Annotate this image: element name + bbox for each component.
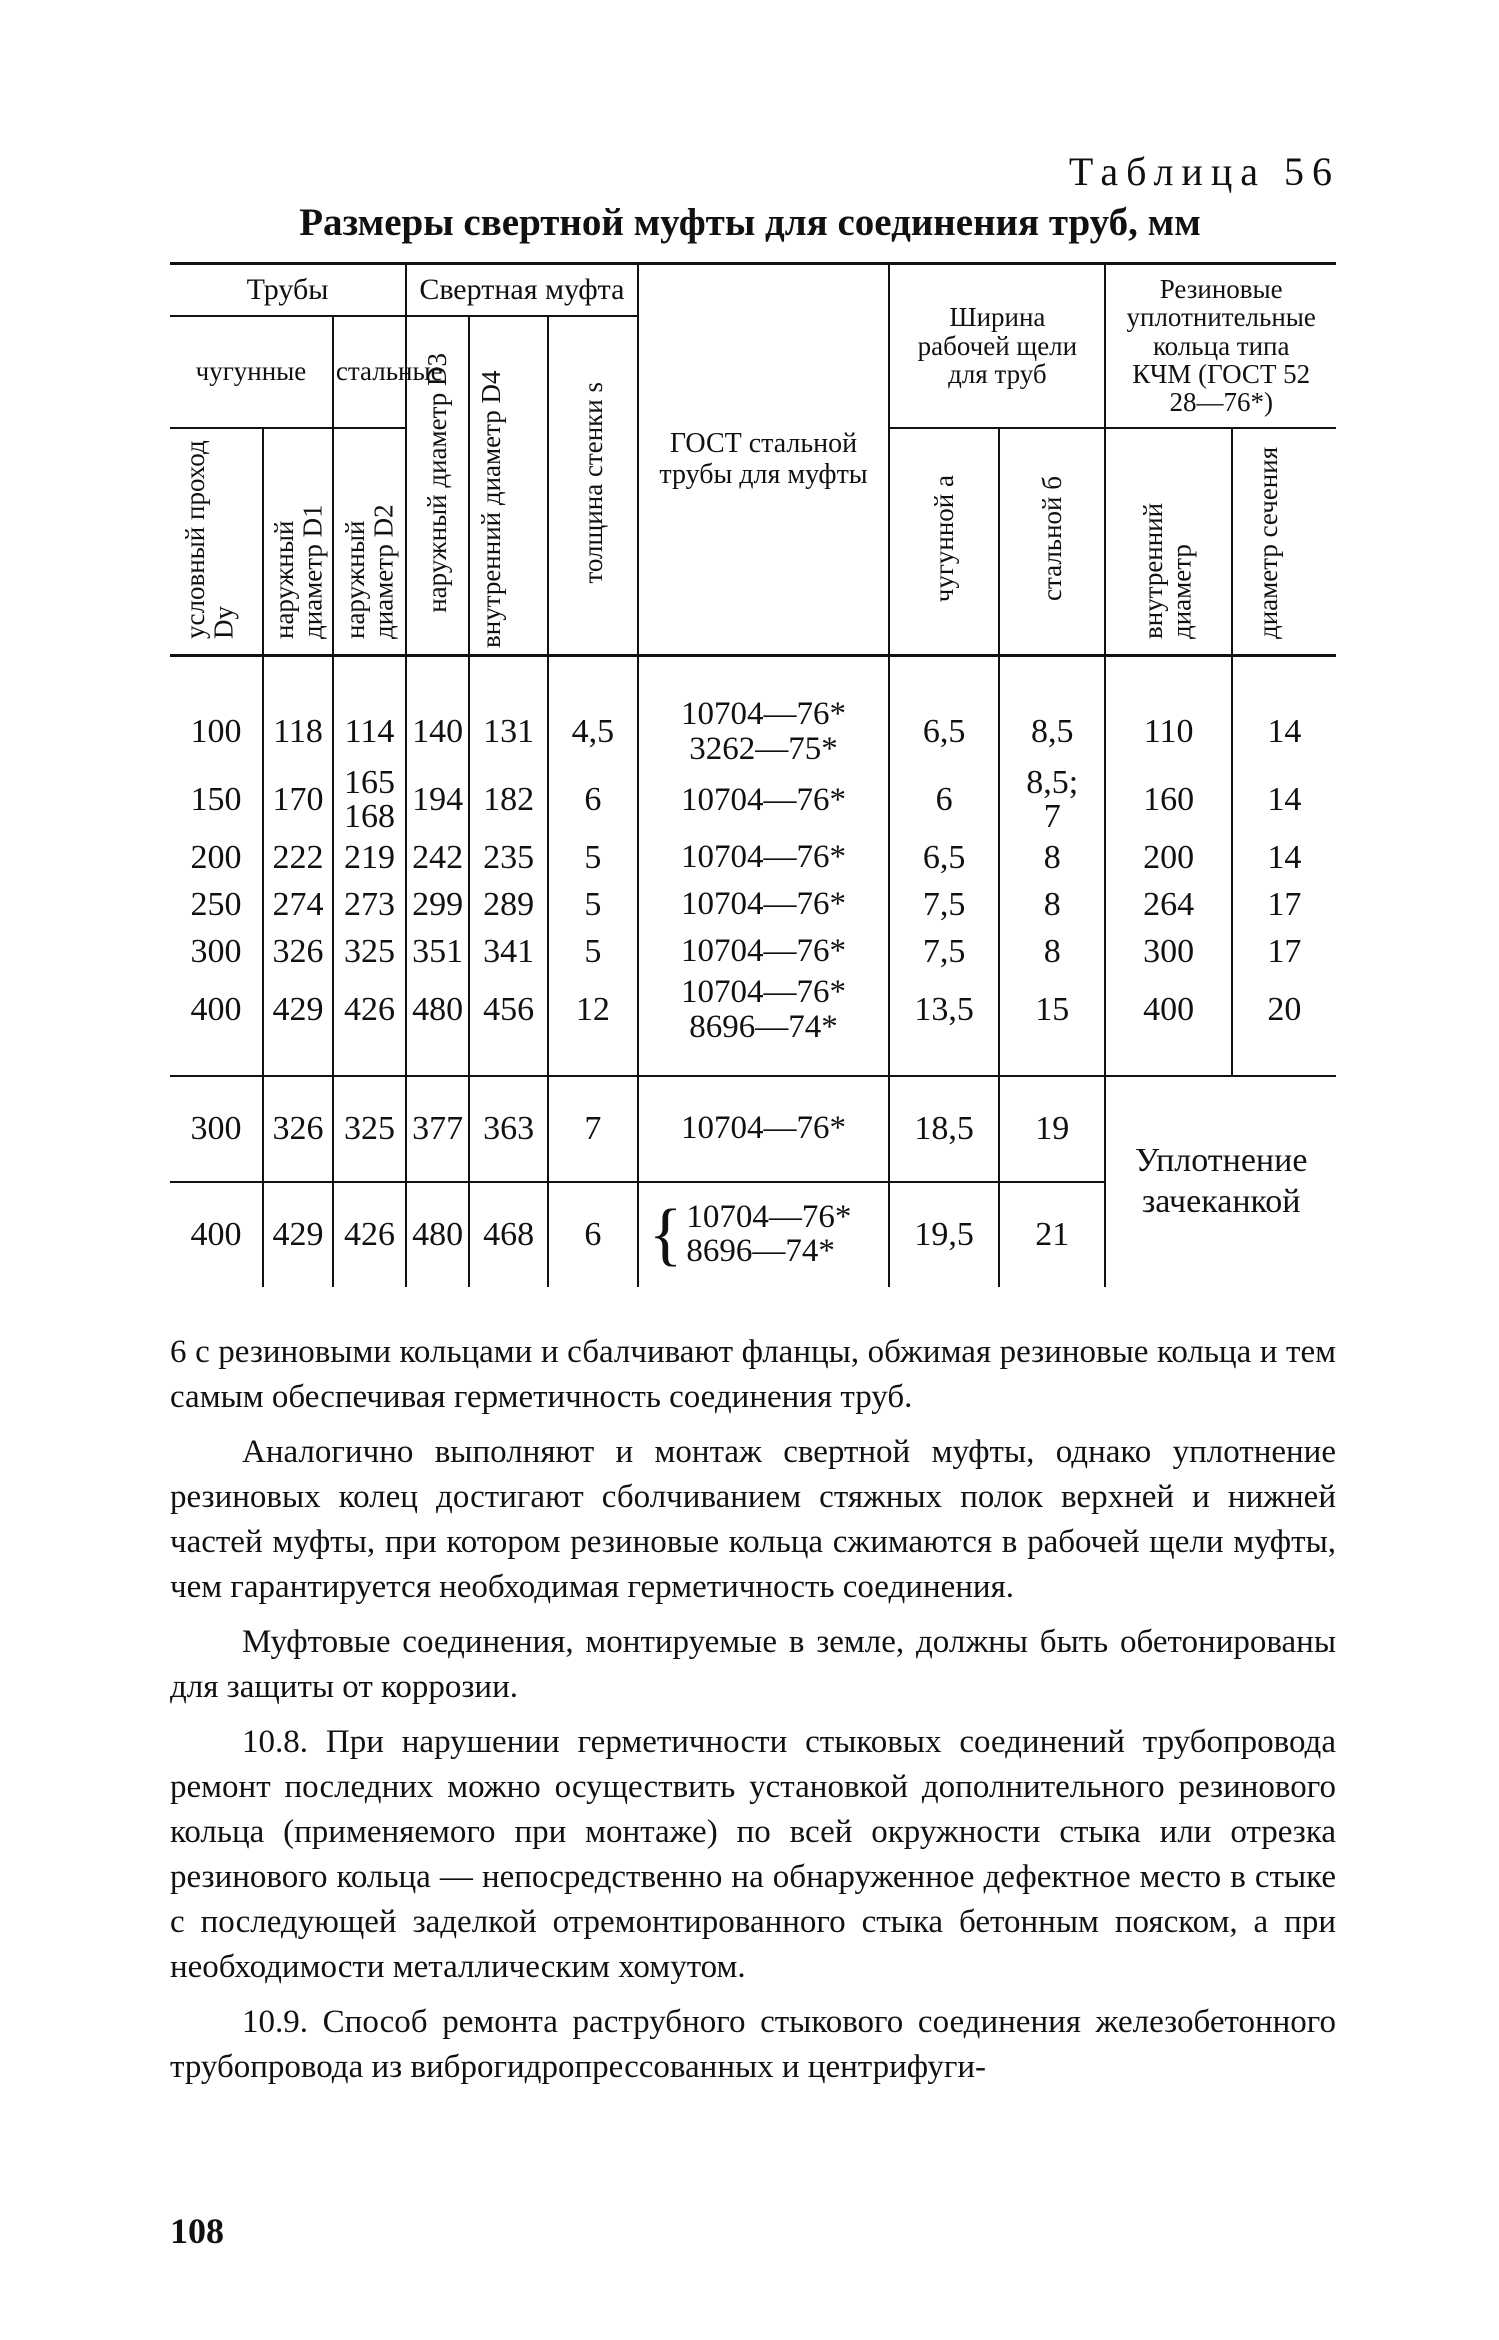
seal-note	[1105, 1076, 1336, 1287]
cell: 300	[1105, 928, 1231, 975]
table-row	[170, 834, 1336, 881]
col-ring-in-text: внутренний диаметр	[1137, 502, 1196, 639]
cell: 250	[170, 881, 263, 928]
cell-gost	[638, 834, 890, 881]
cell: 300	[170, 928, 263, 975]
cell: 14	[1267, 781, 1302, 819]
cell: 21	[999, 1182, 1105, 1287]
gost-line: 10704—76*	[681, 886, 847, 923]
cell: 6	[548, 1182, 638, 1287]
cell: 341	[469, 928, 548, 975]
cell: 480	[406, 975, 469, 1075]
cell: 426	[333, 975, 406, 1075]
seal-note-text: Уплотнение зачеканкой	[1134, 1141, 1308, 1220]
cell: 17	[1267, 885, 1302, 923]
cell: 456	[469, 975, 548, 1075]
cell: 289	[469, 881, 548, 928]
cell: 8	[999, 928, 1105, 975]
cell: 6	[889, 766, 999, 834]
header-rings-text: Резиновые уплотнительные кольца типа КЧМ (ГОСТ 52 28—76*)	[1126, 273, 1316, 418]
gost-line: 8696—74*	[689, 1008, 838, 1045]
value-line: 165	[343, 764, 395, 802]
cell: 110	[1105, 656, 1231, 767]
cell: 15	[999, 975, 1105, 1075]
cell: 19,5	[889, 1182, 999, 1287]
cell: 377	[406, 1076, 469, 1182]
col-gap-a-text: чугунной а	[929, 474, 959, 603]
cell: 140	[406, 656, 469, 767]
gost-line: 10704—76*	[686, 1198, 852, 1235]
cell: 6,5	[889, 834, 999, 881]
paragraph: 10.9. Способ ремонта раструбного стыкового соединения железобетонного трубопровода из виброгидропрессованных и центрифуги-	[170, 2004, 1336, 2085]
col-s-text: толщина стенки s	[577, 381, 608, 584]
cell-gost	[638, 1076, 890, 1182]
cell-gost	[638, 928, 890, 975]
col-d1-text: наружный диаметр D1	[269, 503, 328, 639]
cell-gost	[638, 656, 890, 767]
col-gap-b-text: стальной б	[1037, 476, 1068, 602]
cell: 299	[406, 881, 469, 928]
header-coupling: Свертная муфта	[406, 264, 638, 316]
table-label: Таблица 56	[1068, 149, 1340, 194]
cell: 326	[263, 928, 333, 975]
col-d3-text: наружный диаметр D3	[422, 352, 453, 613]
header-gost-text: ГОСТ стальной трубы для муфты	[659, 427, 868, 490]
table-row	[170, 1076, 1336, 1182]
cell-gost	[638, 975, 890, 1075]
col-dy-text: условный проход Dу	[180, 439, 239, 639]
cell: 100	[170, 656, 263, 767]
header-gap	[889, 264, 1105, 428]
value-line: 168	[343, 798, 395, 836]
col-dy	[170, 428, 263, 656]
gost-line: 8696—74*	[686, 1233, 835, 1270]
gost-line: 10704—76*	[681, 933, 847, 970]
table-row	[170, 656, 1336, 767]
cell: 222	[263, 834, 333, 881]
col-s	[548, 316, 638, 656]
cell: 14	[1267, 712, 1302, 750]
cell: 7,5	[889, 928, 999, 975]
col-d2-text: наружный диаметр D2	[340, 503, 399, 639]
cell: 4,5	[548, 656, 638, 767]
cell: 480	[406, 1182, 469, 1287]
header-pipes: Трубы	[170, 264, 406, 316]
cell: 429	[263, 975, 333, 1075]
col-ring-sec-text: диаметр сечения	[1253, 446, 1284, 639]
table-title: Размеры свертной муфты для соединения труб, мм	[299, 201, 1201, 244]
header-rings	[1105, 264, 1336, 428]
cell: 18,5	[889, 1076, 999, 1182]
table-row	[170, 928, 1336, 975]
cell-gost	[638, 881, 890, 928]
cell: 219	[333, 834, 406, 881]
cell-gost	[638, 1182, 890, 1287]
cell: 170	[263, 766, 333, 834]
cell: 235	[469, 834, 548, 881]
cell: 118	[263, 656, 333, 767]
cell: 400	[170, 975, 263, 1075]
cell: 274	[263, 881, 333, 928]
gost-line: 10704—76*	[681, 781, 847, 818]
cell: 19	[999, 1076, 1105, 1182]
table-row	[170, 975, 1336, 1075]
cell: 325	[333, 1076, 406, 1182]
paragraph: 6 с резиновыми кольцами и сбалчивают фланцы, обжимая резиновые кольца и тем самым обеспечивая герметичность соединения труб.	[170, 1334, 1336, 1415]
cell: 200	[170, 834, 263, 881]
header-steel	[333, 316, 443, 428]
gost-line: 10704—76*	[681, 839, 847, 876]
brace-glyph: {	[648, 1195, 683, 1273]
cell: 160	[1105, 766, 1231, 834]
table-row	[170, 766, 1336, 834]
cell-gost	[638, 766, 890, 834]
col-d2	[333, 428, 406, 656]
gost-line: 3262—75*	[689, 730, 838, 767]
cell: 363	[469, 1076, 548, 1182]
cell: 325	[333, 928, 406, 975]
col-d4-text: внутренний диаметр D4	[475, 370, 506, 648]
coupling-dimensions-table	[170, 262, 1336, 1287]
gost-line: 10704—76*	[681, 696, 847, 732]
value-line: 8,5;	[1026, 764, 1079, 802]
cell: 326	[263, 1076, 333, 1182]
cell: 264	[1105, 881, 1231, 928]
header-steel-text: стальные	[335, 356, 443, 387]
cell: 5	[548, 834, 638, 881]
cell: 7,5	[889, 881, 999, 928]
cell: 351	[406, 928, 469, 975]
col-d4	[469, 316, 548, 656]
cell: 242	[406, 834, 469, 881]
cell: 14	[1267, 838, 1302, 876]
cell: 13,5	[889, 975, 999, 1075]
cell: 17	[1267, 932, 1302, 970]
cell: 8	[999, 834, 1105, 881]
cell: 6	[548, 766, 638, 834]
cell: 300	[170, 1076, 263, 1182]
cell: 273	[333, 881, 406, 928]
cell: 114	[333, 656, 406, 767]
col-ring-in	[1105, 428, 1231, 656]
cell: 7	[548, 1076, 638, 1182]
body-text	[170, 1330, 1336, 2100]
cell: 194	[406, 766, 469, 834]
paragraph: 10.8. При нарушении герметичности стыковых соединений трубопровода ремонт последних можно осуществить установкой дополнительного резинового кольца (применяемого при монтаже) по всей окружности стыка или отрезка резинового кольца — непосредственно на обнаруженное дефектное место в стыке с последующей заделкой отремонтированного стыка бетонным пояском, а при необходимости металлическим хомутом.	[170, 1724, 1336, 1985]
cell: 400	[170, 1182, 263, 1287]
cell-multi	[999, 766, 1105, 834]
cell: 8	[999, 881, 1105, 928]
cell: 6,5	[889, 656, 999, 767]
col-d1	[263, 428, 333, 656]
paragraph: Аналогично выполняют и монтаж свертной муфты, однако уплотнение резиновых колец достигают сболчиванием стяжных полок верхней и нижней частей муфты, при котором резиновые кольца сжимаются в рабочей щели муфты, чем гарантируется необходимая герметичность соединения.	[170, 1434, 1336, 1605]
cell: 5	[548, 928, 638, 975]
cell: 150	[170, 766, 263, 834]
gost-line: 10704—76*	[681, 974, 847, 1011]
col-ring-sec	[1232, 428, 1336, 656]
cell: 182	[469, 766, 548, 834]
value-line: 7	[1043, 798, 1061, 836]
cell: 200	[1105, 834, 1231, 881]
cell-multi	[333, 766, 406, 834]
cell: 8,5	[999, 656, 1105, 767]
cell: 12	[548, 975, 638, 1075]
cell: 468	[469, 1182, 548, 1287]
gost-line: 10704—76*	[681, 1110, 847, 1147]
cell: 426	[333, 1182, 406, 1287]
header-gost	[638, 264, 890, 656]
table-row	[170, 881, 1336, 928]
cell: 429	[263, 1182, 333, 1287]
cell: 20	[1232, 975, 1336, 1075]
header-cast: чугунные	[170, 316, 333, 428]
page-number: 108	[170, 2211, 224, 2251]
cell: 5	[548, 881, 638, 928]
cell: 131	[469, 656, 548, 767]
paragraph: Муфтовые соединения, монтируемые в земле, должны быть обетонированы для защиты от коррозии.	[170, 1624, 1336, 1705]
cell: 400	[1105, 975, 1231, 1075]
header-gap-text: Ширина рабочей щели для труб	[917, 302, 1078, 389]
col-gap-a	[889, 428, 999, 656]
col-gap-b	[999, 428, 1105, 656]
